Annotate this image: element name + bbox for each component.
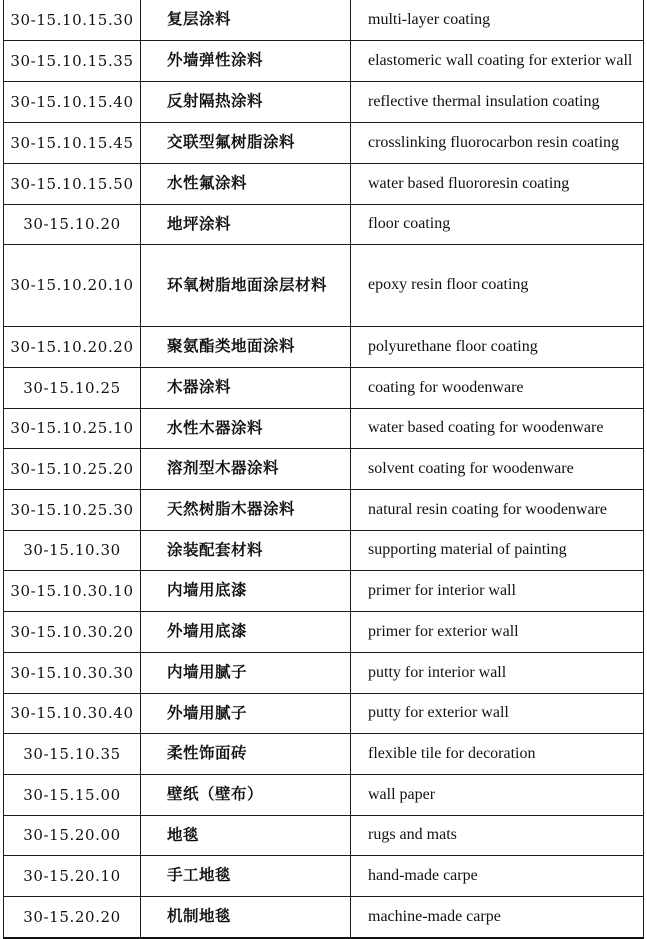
term-english: hand-made carpe — [351, 855, 644, 896]
term-english: rugs and mats — [351, 815, 644, 855]
term-chinese: 反射隔热涂料 — [141, 81, 351, 122]
term-english: multi-layer coating — [351, 0, 644, 40]
term-code: 30-15.10.25.20 — [4, 448, 141, 489]
term-english: supporting material of painting — [351, 530, 644, 570]
term-english: putty for exterior wall — [351, 693, 644, 733]
table-row — [4, 855, 644, 896]
term-chinese: 水性氟涂料 — [141, 163, 351, 204]
term-code: 30-15.10.30.30 — [4, 652, 141, 693]
table-row — [4, 326, 644, 367]
term-english: epoxy resin floor coating — [351, 244, 644, 326]
term-english: wall paper — [351, 774, 644, 815]
term-chinese: 溶剂型木器涂料 — [141, 448, 351, 489]
term-chinese: 内墙用底漆 — [141, 570, 351, 611]
term-chinese: 聚氨酯类地面涂料 — [141, 326, 351, 367]
table-row — [4, 367, 644, 408]
term-english: elastomeric wall coating for exterior wall — [351, 40, 644, 81]
term-code: 30-15.10.20.20 — [4, 326, 141, 367]
table-row — [4, 122, 644, 163]
table-row — [4, 81, 644, 122]
term-code: 30-15.10.25 — [4, 367, 141, 408]
table-row — [4, 244, 644, 326]
term-code: 30-15.10.15.35 — [4, 40, 141, 81]
term-english: natural resin coating for woodenware — [351, 489, 644, 530]
table-row — [4, 0, 644, 40]
term-english: water based coating for woodenware — [351, 408, 644, 448]
term-chinese: 涂装配套材料 — [141, 530, 351, 570]
table-row — [4, 489, 644, 530]
term-code: 30-15.10.20.10 — [4, 244, 141, 326]
term-chinese: 天然树脂木器涂料 — [141, 489, 351, 530]
term-chinese: 机制地毯 — [141, 896, 351, 938]
table-row — [4, 204, 644, 244]
term-code: 30-15.10.30.10 — [4, 570, 141, 611]
term-chinese: 环氧树脂地面涂层材料 — [141, 244, 351, 326]
table-body — [4, 0, 644, 938]
term-english: reflective thermal insulation coating — [351, 81, 644, 122]
term-english: primer for exterior wall — [351, 611, 644, 652]
term-chinese: 外墙弹性涂料 — [141, 40, 351, 81]
term-code: 30-15.10.15.50 — [4, 163, 141, 204]
term-code: 30-15.10.15.45 — [4, 122, 141, 163]
term-code: 30-15.10.15.30 — [4, 0, 141, 40]
term-chinese: 壁纸（壁布） — [141, 774, 351, 815]
term-code: 30-15.10.30.20 — [4, 611, 141, 652]
term-chinese: 手工地毯 — [141, 855, 351, 896]
terminology-page — [3, 0, 643, 939]
table-row — [4, 815, 644, 855]
term-chinese: 地毯 — [141, 815, 351, 855]
table-row — [4, 652, 644, 693]
table-row — [4, 408, 644, 448]
term-code: 30-15.10.35 — [4, 733, 141, 774]
term-code: 30-15.10.25.10 — [4, 408, 141, 448]
term-chinese: 外墙用底漆 — [141, 611, 351, 652]
table-row — [4, 570, 644, 611]
term-code: 30-15.10.25.30 — [4, 489, 141, 530]
term-code: 30-15.10.30 — [4, 530, 141, 570]
term-english: crosslinking fluorocarbon resin coating — [351, 122, 644, 163]
terminology-table — [3, 0, 644, 939]
term-chinese: 内墙用腻子 — [141, 652, 351, 693]
table-row — [4, 693, 644, 733]
table-row — [4, 896, 644, 938]
table-row — [4, 163, 644, 204]
term-code: 30-15.20.20 — [4, 896, 141, 938]
term-code: 30-15.10.20 — [4, 204, 141, 244]
term-chinese: 水性木器涂料 — [141, 408, 351, 448]
table-row — [4, 733, 644, 774]
term-chinese: 木器涂料 — [141, 367, 351, 408]
table-row — [4, 448, 644, 489]
term-chinese: 地坪涂料 — [141, 204, 351, 244]
term-english: coating for woodenware — [351, 367, 644, 408]
term-english: polyurethane floor coating — [351, 326, 644, 367]
table-row — [4, 40, 644, 81]
term-code: 30-15.20.00 — [4, 815, 141, 855]
term-english: machine-made carpe — [351, 896, 644, 938]
term-english: solvent coating for woodenware — [351, 448, 644, 489]
term-code: 30-15.15.00 — [4, 774, 141, 815]
term-chinese: 复层涂料 — [141, 0, 351, 40]
term-english: putty for interior wall — [351, 652, 644, 693]
term-code: 30-15.20.10 — [4, 855, 141, 896]
table-row — [4, 611, 644, 652]
term-chinese: 交联型氟树脂涂料 — [141, 122, 351, 163]
term-code: 30-15.10.30.40 — [4, 693, 141, 733]
table-row — [4, 774, 644, 815]
term-english: flexible tile for decoration — [351, 733, 644, 774]
term-chinese: 柔性饰面砖 — [141, 733, 351, 774]
term-code: 30-15.10.15.40 — [4, 81, 141, 122]
table-row — [4, 530, 644, 570]
term-chinese: 外墙用腻子 — [141, 693, 351, 733]
term-english: water based fluororesin coating — [351, 163, 644, 204]
term-english: primer for interior wall — [351, 570, 644, 611]
term-english: floor coating — [351, 204, 644, 244]
